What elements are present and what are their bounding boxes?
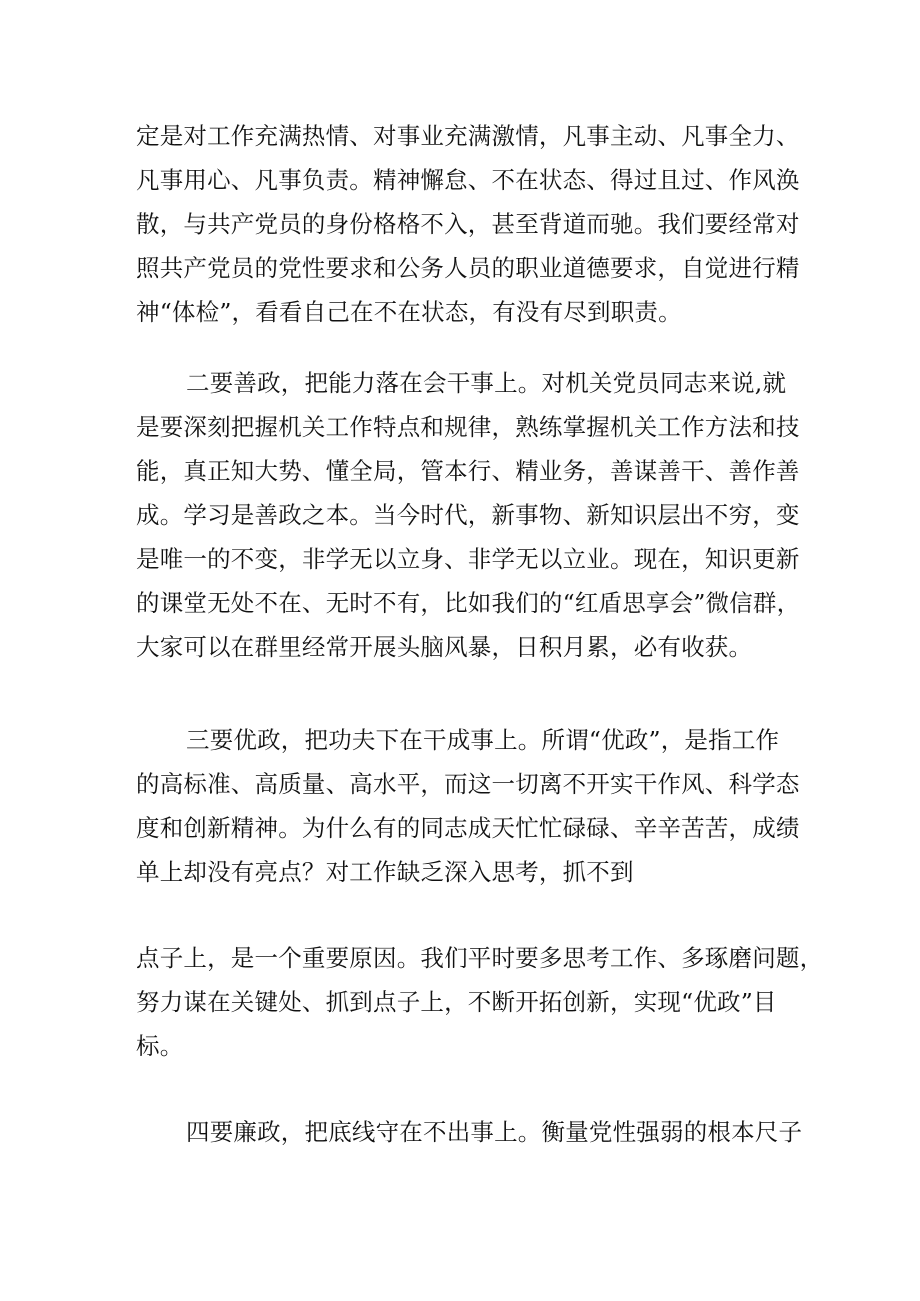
text-line: 二要善政，把能力落在会干事上。对机关党员同志来说,就 <box>186 369 787 397</box>
text-line: 是要深刻把握机关工作特点和规律，熟练掌握机关工作方法和技 <box>136 413 800 441</box>
text-line: 的课堂无处不在、无时不有，比如我们的“红盾思享会”微信群， <box>136 589 801 617</box>
paragraph-p5 <box>136 1110 803 1154</box>
text-line: 标。 <box>136 1032 184 1060</box>
text-line: 能，真正知大势、懂全局，管本行、精业务，善谋善干、善作善 <box>136 457 800 485</box>
paragraph-p1 <box>136 114 800 334</box>
text-line: 凡事用心、凡事负责。精神懈怠、不在状态、得过且过、作风涣 <box>136 166 800 194</box>
text-line: 度和创新精神。为什么有的同志成天忙忙碌碌、辛辛苦苦，成绩 <box>136 814 800 842</box>
text-line: 是唯一的不变，非学无以立身、非学无以立业。现在，知识更新 <box>136 545 800 573</box>
text-line: 散，与共产党员的身份格格不入，甚至背道而驰。我们要经常对 <box>136 210 800 238</box>
paragraph-p3 <box>136 718 800 894</box>
text-line: 三要优政，把功夫下在干成事上。所谓“优政”，是指工作 <box>186 726 780 754</box>
text-line: 努力谋在关键处、抓到点子上，不断开拓创新，实现“优政”目 <box>136 988 777 1016</box>
text-line: 照共产党员的党性要求和公务人员的职业道德要求，自觉进行精 <box>136 254 800 282</box>
text-line: 单上却没有亮点？对工作缺乏深入思考，抓不到 <box>136 858 634 886</box>
text-line: 点子上，是一个重要原因。我们平时要多思考工作、多琢磨问题， <box>136 944 824 972</box>
text-line: 神“体检”，看看自己在不在状态，有没有尽到职责。 <box>136 298 682 326</box>
text-line: 四要廉政，把底线守在不出事上。衡量党性强弱的根本尺子 <box>186 1118 803 1146</box>
text-line: 大家可以在群里经常开展头脑风暴，日积月累，必有收获。 <box>136 633 753 661</box>
text-line: 定是对工作充满热情、对事业充满激情，凡事主动、凡事全力、 <box>136 122 800 150</box>
paragraph-p2 <box>136 361 801 669</box>
text-line: 的高标准、高质量、高水平，而这一切离不开实干作风、科学态 <box>136 770 800 798</box>
text-line: 成。学习是善政之本。当今时代，新事物、新知识层出不穷，变 <box>136 501 800 529</box>
paragraph-p4 <box>136 936 824 1068</box>
